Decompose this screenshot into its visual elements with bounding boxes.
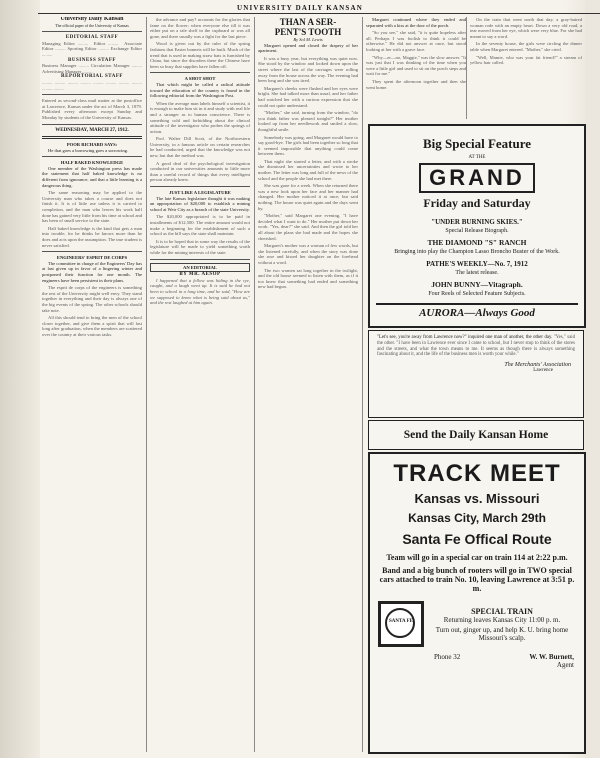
story-opening: Margaret opened and closed the drapery of her apartment. <box>258 42 358 54</box>
merchants-association-ad <box>368 330 584 418</box>
facing-page-edge <box>585 0 600 758</box>
track-special-block <box>428 607 576 642</box>
santa-fe-logo-box <box>378 601 424 647</box>
editorial-heading: AN EDITORIAL <box>150 263 250 273</box>
track-meet-ad <box>368 452 586 754</box>
column-editorial: University Daily Kansan The official paper of the University of Kansas EDITORIAL STAFF Managing Editor ......... Editor ......... Associate Editor ......... Sporting Editor ......... Exchange Editor ......... BUSINESS STAFF Business Manager ......... Circulation Manager ......... Advertising Manager ......... REPORTORIAL STAFF ......... ......... ......... ......... ......... ......... ......... ......... ......... ......... Entered as second-class mail matter at the postoffice at Lawrence, Kansas under the act of March 3, 1879. Published every afternoon except Sunday and Monday by students of the University of Kansas. WEDNESDAY, MARCH 27, 1912. POOR RICHARD SAYS: He that goes a borrowing goes a sorrowing. HALF BAKED KNOWLEDGE One member of the Washington press has made the statement that half baked knowledge is no different from ignorance, and that a little learning is a dangerous thing. The same reasoning may be applied to the University man who takes a course and does not finish it. It is of little use unless it is carried to completion, and the man who leaves his work half done has gained very little from his time at school and has been of small service to the state. Half baked knowledge is the kind that gets a man into trouble, for he thinks he knows more than he does and acts upon the assumption. The true student is never satisfied. ENGINEERS' ESPRIT DE CORPS The committee in charge of the Engineers' Day has at last given up in favor of a lingering winter and postponed their function for one month. The engineers have been persistent in their plans. The esprit de corps of the engineers is something the rest of the University might well envy. They stand together in everything and their day is always one of the big events of the spring. The other schools should take note. All this should tend to bring the men of the school closer together, and give them a spirit that will last long after graduation, when the members are scattered over the country at their various tasks. <box>42 17 142 337</box>
track-agent-row <box>370 647 584 669</box>
story-title-line-2: PENT'S TOOTH <box>274 27 342 37</box>
ad-grand: GRAND <box>419 163 535 193</box>
track-band: Band and a big bunch of rooters will go in TWO special cars attached to train No. 10, leaving Lawrence at 3:51 p. m. <box>379 566 575 593</box>
ad-at-the: AT THE <box>468 155 486 160</box>
merchants-signature: The Merchants' Association <box>504 362 571 369</box>
story-byline: By Sol M. Lewis <box>293 37 323 42</box>
track-where: Kansas City, March 29th <box>408 511 546 525</box>
paper-name: University Daily Kansan <box>60 17 124 22</box>
ad-aurora: AURORA—Always Good <box>376 303 578 319</box>
santa-fe-logo-text: SANTA FE <box>389 619 413 624</box>
ad-pathe: PATHE'S WEEKLY—No. 7, 1912 <box>426 260 528 268</box>
ad-diamond-desc: Bringing into play the Champion Lasso Broncho Buster of the Work. <box>394 249 560 255</box>
merchants-opening: "Let's see, you're away from Lawrence now?" inquired one man of another, the other day. <box>377 335 553 340</box>
reportorial-staff-label: REPORTORIAL STAFF <box>61 74 123 80</box>
ad-big-special: Big Special Feature <box>422 136 532 151</box>
legislature-heading: JUST LIKE A LEGISLATURE <box>169 190 231 196</box>
ad-latest: The latest release. <box>455 270 499 276</box>
paper-official-line: The official paper of the University of Kansas <box>55 22 129 28</box>
half-baked-paragraph: One member of the Washington press has made the statement that half baked knowledge is no different from ignorance, and that a little learning is a dangerous thing. <box>42 165 142 188</box>
shot-heading: A SHOT SHOT <box>184 76 216 82</box>
page-fold-shadow <box>0 0 40 758</box>
track-special-train: SPECIAL TRAIN <box>471 606 533 616</box>
column-editorials-2: the advance and pay? accounts for the glories that fame on the flower; when everyone else till it was either put on a tale shelf in the cupboard or was all gone, and there usually was a fight for the last piece. Wood is given out by the ruler of the spring fashions that Easter bonnets will be built. Much of the trend that is used in making straw hats is furnished by China, but since the disorders there the Chinese have been so busy that supplies have fallen off. A SHOT SHOT That which might be called a radical attitude toward the education of the country is found in the following editorial from the Washington Post. When the average man labels himself a scientist, it is enough to make him sit in it and study with real life and a stranger as to human conscience. There is something cold and forbidding about the clinical attitude of the investigator who probes the springs of action. Prof. Walter Dill Scott, of the Northwestern University, in a famous article on certain researches he had conducted, urged that the knowledge was not new, but that the method was. A good deal of the psychological investigation conducted in our universities amounts to little more than a careful record of things that every intelligent person already knew. JUST LIKE A LEGISLATURE The late Kansas legislature thought it was making an appropriation of $20,000 to establish a mining school at Weir City as a branch of the state University. The $20,000 appropriated is to be paid in installments of $12,500. The entire amount would not make a beginning for the establishment of such a school as the bill says the state shall maintain. It is to be hoped that in some way the results of the legislature will be made to yield something worth while for the mining interests of the state. AN EDITORIAL BY MR. AESOP I happened that a fellow was hiding in the rye, caught, and a laugh went up. It is said he had not been to school in a long time, and he said, "How are we supposed to know what is being said about us," and the rest laughed at him again. <box>150 17 250 306</box>
story-continued-opening: Margaret continued where they ended and separated with a kiss at the door of the porch. <box>366 17 466 28</box>
track-agent-title: Agent <box>556 661 574 669</box>
column-story-continued: Margaret continued where they ended and separated with a kiss at the door of the porch. "So you see," she said, "it is quite hopeless after all. Perhaps I was foolish to think it could be otherwise." He did not answer at once, but stood looking at her with a grave face. "Why—er—no, Maggie," was the slow answer. "It was just that I was thinking of the time when you were a little girl and used to sit on the porch steps and wait for me." They spent the afternoon together and then she went home. <box>366 17 466 90</box>
ad-bunny: JOHN BUNNY—Vitagraph. <box>431 280 523 289</box>
engineers-paragraph: The committee in charge of the Engineers' Day has at last given up in favor of a lingering winter and postponed their function for one month. The engineers have been persistent in their plans. <box>42 260 142 283</box>
kansan-home-ad <box>368 420 584 450</box>
issue-date: WEDNESDAY, MARCH 27, 1912. <box>55 127 129 133</box>
ad-four-reels: Four Reels of Selected Feature Subjects. <box>428 291 526 297</box>
ad-biograph: Special Release Biograph. <box>445 228 509 234</box>
editorial-byline: BY MR. AESOP <box>179 272 221 278</box>
poor-richard-heading: POOR RICHARD SAYS: <box>66 142 118 148</box>
ad-diamond: THE DIAMOND "S" RANCH <box>427 238 527 247</box>
ad-days: Friday and Saturday <box>423 196 531 210</box>
track-railway: Santa Fe Offical Route <box>402 531 552 547</box>
kansan-home-text: Send the Daily Kansan Home <box>403 429 549 441</box>
column-story: THAN A SER- PENT'S TOOTH By Sol M. Lewis Margaret opened and closed the drapery of her apartment. It was a busy year, but everything was quiet now. She stood by the window and looked down upon the street where the last of the carriages were rolling away from the house across the way. The evening had been long and she was tired. Margaret's cheeks were flushed and her eyes were bright. She had talked more than usual, and her father had watched her with a curious expression that she could not quite understand. "Mother," she said, turning from the window, "do you think father was pleased tonight?" Her mother looked up from her needlework and smiled a slow, thoughtful smile. Somebody was going, and Margaret would have to say good-bye. The girls had been together so long that it seemed impossible that anything could come between them. That night she started a letter, and with a stroke she dismissed her uncertainties and wrote to her mother. The letter was long and full of the news of the school and the people she had met there. She was gone for a week. When she returned there was a new look upon her face and her manner had changed. Her mother noticed it at once, but said nothing. The house was quiet again and the days went by. "Mother," said Margaret one evening, "I have decided what I want to do." Her mother put down her work. "Yes, dear?" she said. And then the girl told her all about the plans she had made and the hopes she cherished. Margaret's mother was a woman of few words, but she listened carefully, and when the story was done she rose and kissed her daughter on the forehead without a word. The two women sat long together in the twilight, and the old house seemed to listen with them, as if it too knew that something had ended and something new had begun. <box>258 17 358 290</box>
merchants-place: Lawrence <box>533 368 553 374</box>
engineers-heading: ENGINEERS' ESPRIT DE CORPS <box>56 255 128 261</box>
track-title: TRACK MEET <box>393 460 561 487</box>
ad-under-burning: "UNDER BURNING SKIES." <box>431 218 523 226</box>
track-bottom-row <box>370 601 584 647</box>
track-agent-name: W. W. Burnett, <box>529 653 574 661</box>
story-title-line-1: THAN A SER- <box>279 17 337 27</box>
masthead: UNIVERSITY DAILY KANSAN <box>236 4 363 12</box>
track-returning: Returning leaves Kansas City 11:00 p. m. <box>443 615 561 624</box>
track-phone: Phone 32 <box>434 653 461 661</box>
grand-theatre-ad <box>368 124 586 328</box>
track-turn-out: Turn out, ginger up, and help K. U. bring home Missouri's scalp. <box>435 625 569 642</box>
editorial-staff-label: EDITORIAL STAFF <box>65 35 119 41</box>
track-train-info: Team will go in a special car on train 114 at 2:22 p.m. <box>386 553 568 562</box>
business-staff-label: BUSINESS STAFF <box>68 57 116 63</box>
poor-richard-text: He that goes a borrowing goes a sorrowing. <box>48 147 129 153</box>
masthead-rule <box>38 13 600 14</box>
column-story-end: On the train that went north that day, a gray-haired woman rode with an empty heart. Down a very old road, a tear moved from her eye, which were very blue. For she had meant to say a word. In the seventy house, the girls were circling the dinner table when Margaret entered. "Mother," she cried. "Well, Mamie, who was your fat friend?" a stream of yellow hair called. <box>470 17 582 66</box>
merchants-text: "Let's see, you're away from Lawrence now?" inquired one man of another, the other day. "Yes," said the other. "I have been in Lawrence ever since I came to school, but I never stop to think of the stores and the streets, and what the town means to me. It seems as though there is always something fascinating about it, and the life of the business men is worth your while." <box>377 335 575 358</box>
shot-paragraph: That which might be called a radical attitude toward the education of the country is found in the following editorial from the Washington Post. <box>150 81 250 99</box>
half-baked-heading: HALF BAKED KNOWLEDGE <box>60 160 124 166</box>
legislature-paragraph: The late Kansas legislature thought it was making an appropriation of $20,000 to establish a mining school at Weir City as a branch of the state University. <box>150 195 250 212</box>
track-teams: Kansas vs. Missouri <box>414 491 540 506</box>
santa-fe-logo <box>378 601 428 647</box>
